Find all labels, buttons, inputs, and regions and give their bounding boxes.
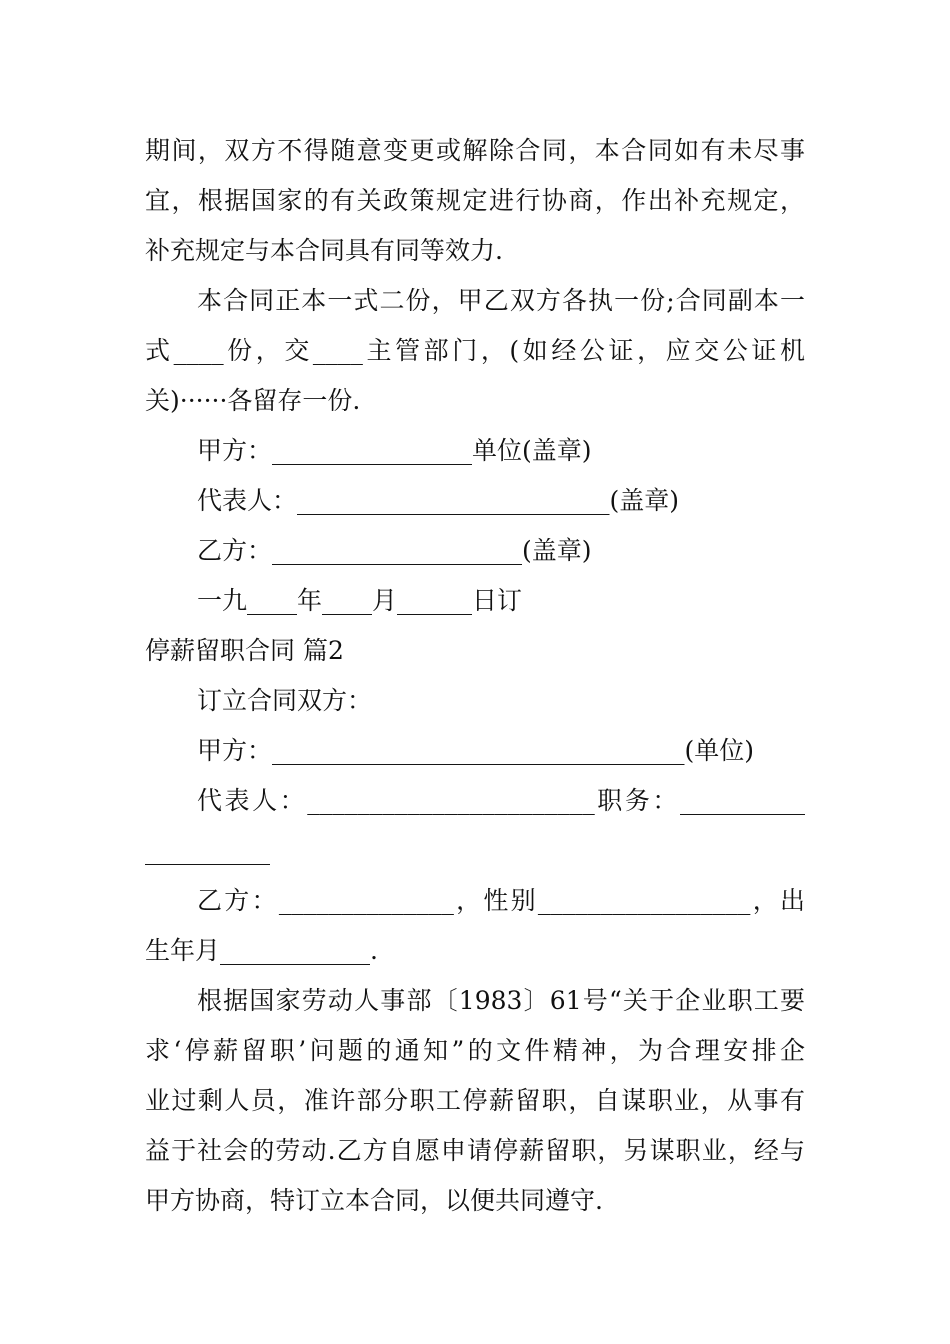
paragraph-line: 求‘停薪留职’问题的通知”的文件精神，为合理安排企 bbox=[145, 1036, 805, 1065]
section-title: 停薪留职合同 篇2 bbox=[145, 636, 344, 665]
paragraph-line: 本合同正本一式二份，甲乙双方各执一份;合同副本一 bbox=[197, 286, 805, 315]
party-b-field: 乙方：______________，性别_________________，出 bbox=[197, 886, 805, 915]
date-line: 一九____年____月______日订 bbox=[197, 586, 523, 615]
paragraph-line: 式____份，交____主管部门，(如经公证，应交公证机 bbox=[145, 336, 805, 365]
paragraph-line: 补充规定与本合同具有同等效力. bbox=[145, 236, 503, 265]
representative-field: 代表人：_______________________职务：__________ bbox=[197, 786, 805, 815]
party-a-field: 甲方：_________________________________(单位) bbox=[197, 736, 755, 765]
paragraph-line: 甲方协商，特订立本合同，以便共同遵守. bbox=[145, 1186, 603, 1215]
paragraph-line: 关)······各留存一份. bbox=[145, 386, 361, 415]
representative-signature-line: 代表人：_________________________(盖章) bbox=[197, 486, 680, 515]
paragraph-line: 根据国家劳动人事部〔1983〕61号“关于企业职工要 bbox=[197, 986, 805, 1015]
representative-field-continuation: __________ bbox=[145, 836, 270, 865]
party-b-signature-line: 乙方：____________________(盖章) bbox=[197, 536, 592, 565]
parties-heading: 订立合同双方： bbox=[197, 686, 373, 715]
birth-date-field: 生年月____________. bbox=[145, 936, 378, 965]
party-a-signature-line: 甲方：________________单位(盖章) bbox=[197, 436, 592, 465]
paragraph-line: 业过剩人员，准许部分职工停薪留职，自谋职业，从事有 bbox=[145, 1086, 805, 1115]
paragraph-line: 期间，双方不得随意变更或解除合同，本合同如有未尽事 bbox=[145, 136, 805, 165]
paragraph-line: 益于社会的劳动.乙方自愿申请停薪留职，另谋职业，经与 bbox=[145, 1136, 805, 1165]
paragraph-line: 宜，根据国家的有关政策规定进行协商，作出补充规定， bbox=[145, 186, 805, 215]
